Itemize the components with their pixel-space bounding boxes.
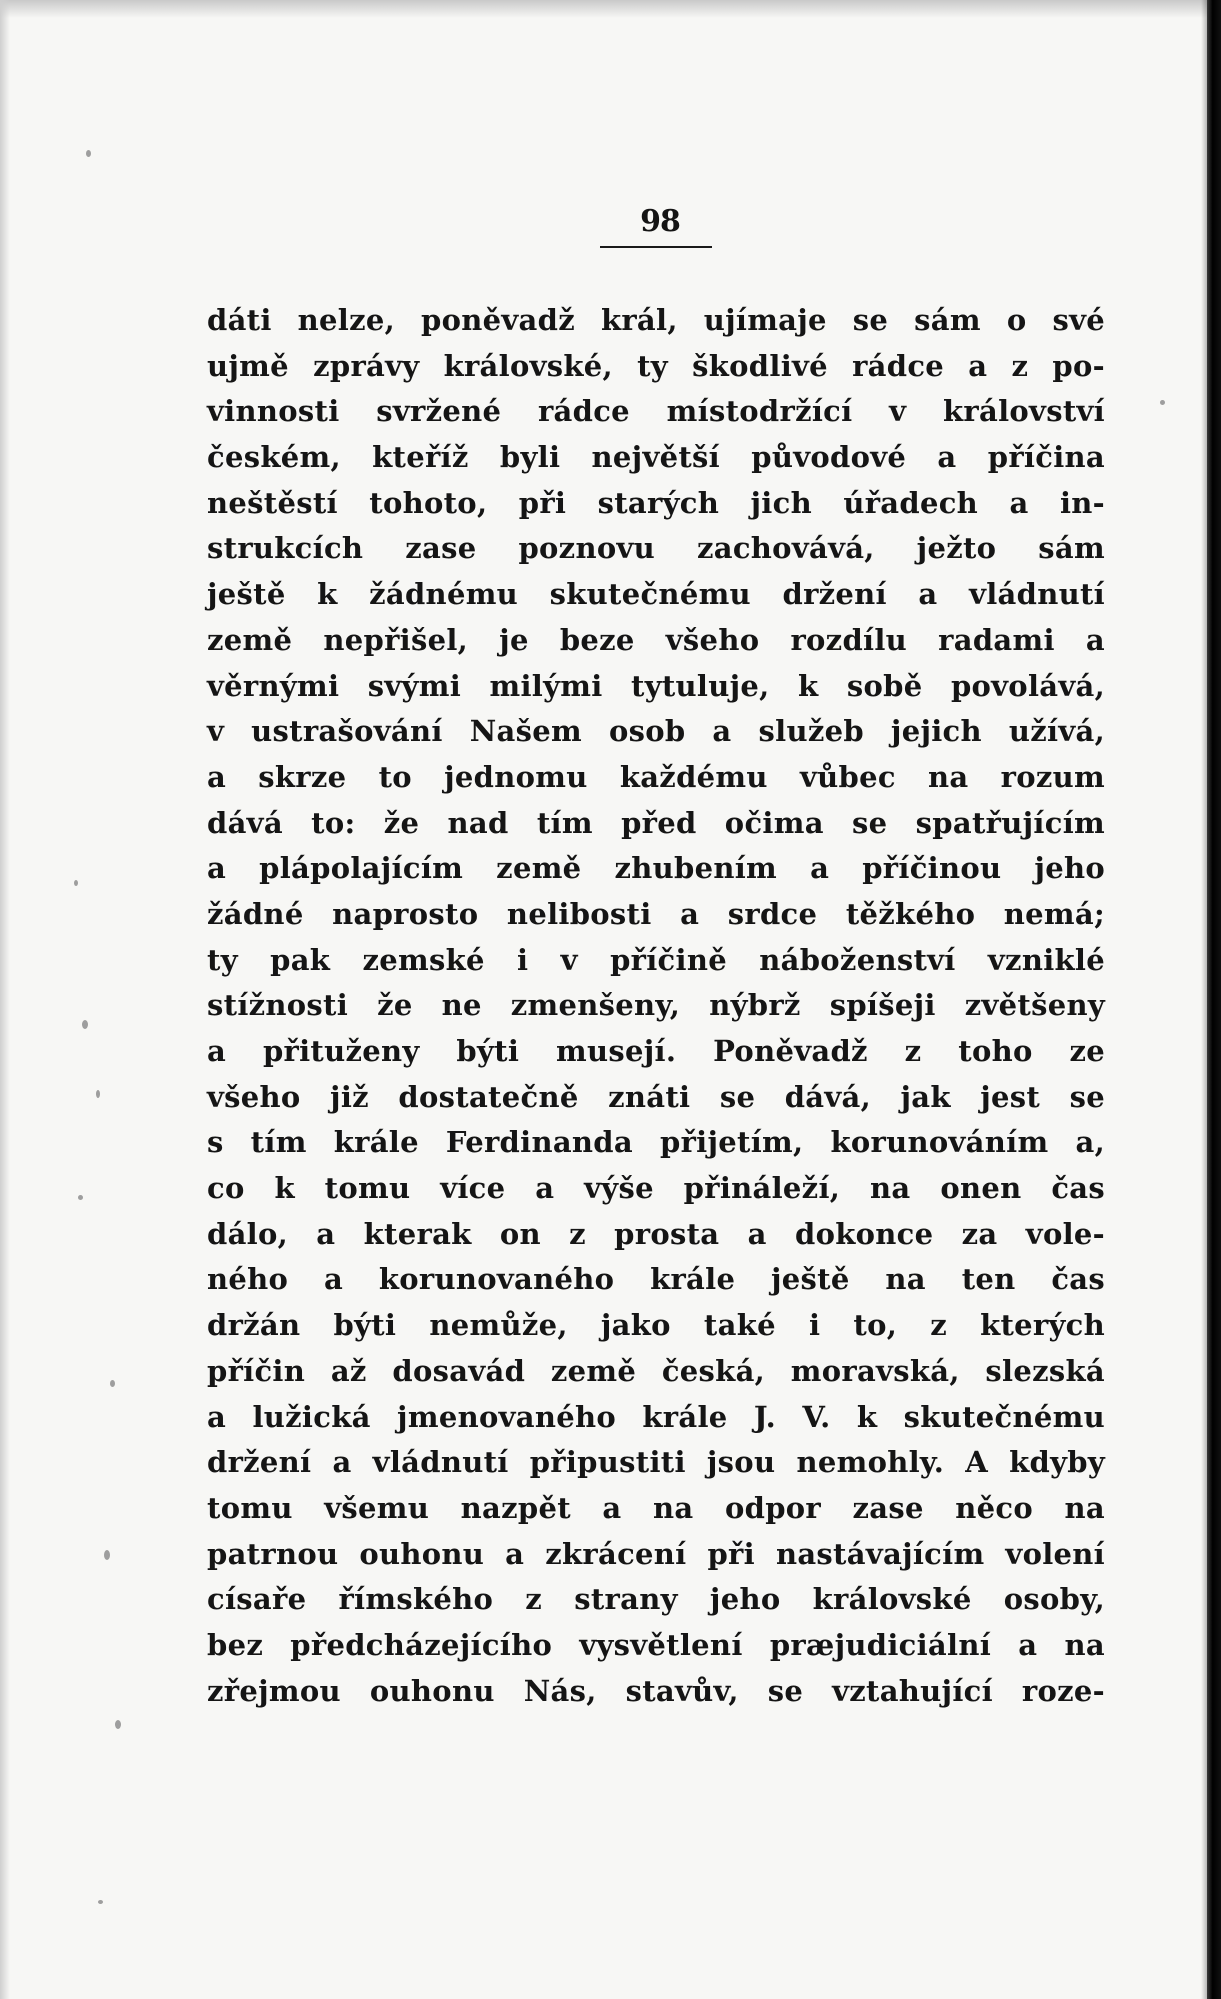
text-line: ještě k žádnému skutečnému držení a vládnutí — [207, 577, 1105, 612]
ink-speck — [96, 1090, 100, 1098]
text-line: a plápolajícím země zhubením a příčinou jeho — [207, 851, 1105, 886]
text-line: ného a korunovaného krále ještě na ten čas — [207, 1262, 1105, 1297]
text-line: dáti nelze, poněvadž král, ujímaje se sám o své — [207, 303, 1105, 337]
ink-speck — [78, 1195, 83, 1200]
text-line: císaře římského z strany jeho královské osoby, — [207, 1582, 1105, 1617]
text-line: a přituženy býti musejí. Poněvadž z toho ze — [207, 1034, 1105, 1068]
text-line: věrnými svými milými tytuluje, k sobě povolává, — [207, 668, 1105, 703]
page-left-shadow — [0, 0, 10, 1999]
text-line: žádné naprosto nelibosti a srdce těžkého nemá; — [207, 896, 1105, 931]
ink-speck — [104, 1550, 110, 1560]
ink-speck — [1160, 400, 1165, 405]
text-line: držení a vládnutí připustiti jsou nemohly. A kdyby — [207, 1445, 1105, 1480]
text-line: zřejmou ouhonu Nás, stavův, se vztahující roze- — [207, 1673, 1105, 1708]
body-text — [207, 298, 1105, 1714]
text-line: dálo, a kterak on z prosta a dokonce za vole- — [207, 1216, 1105, 1251]
text-line: a lužická jmenovaného krále J. V. k skutečnému — [207, 1399, 1105, 1434]
text-line: ujmě zprávy královské, ty škodlivé rádce a z po- — [207, 348, 1105, 383]
text-line: strukcích zase poznovu zachovává, ježto sám — [207, 531, 1105, 566]
text-line: s tím krále Ferdinanda přijetím, korunováním a, — [207, 1125, 1105, 1160]
text-line: neštěstí tohoto, při starých jich úřadech a in- — [207, 485, 1105, 520]
text-line: dává to: že nad tím před očima se spatřujícím — [207, 805, 1105, 840]
ink-speck — [98, 1900, 103, 1904]
text-line: patrnou ouhonu a zkrácení při nastávajícím volení — [207, 1536, 1105, 1571]
ink-speck — [82, 1020, 88, 1029]
text-line: všeho již dostatečně znáti se dává, jak jest se — [207, 1079, 1105, 1114]
page-number-underline — [600, 246, 712, 248]
ink-speck — [74, 880, 78, 886]
ink-speck — [115, 1720, 121, 1729]
text-line: v ustrašování Našem osob a služeb jejich užívá, — [207, 714, 1105, 749]
page-top-shadow — [0, 0, 1221, 18]
text-line: příčin až dosavád země česká, moravská, slezská — [207, 1353, 1105, 1388]
page-number: 98 — [640, 204, 680, 239]
text-line: držán býti nemůže, jako také i to, z kterých — [207, 1308, 1105, 1343]
text-line: tomu všemu nazpět a na odpor zase něco na — [207, 1490, 1105, 1525]
text-line: ty pak zemské i v příčině náboženství vzniklé — [207, 942, 1105, 977]
ink-speck — [110, 1380, 115, 1387]
text-line: země nepřišel, je beze všeho rozdílu radami a — [207, 622, 1105, 657]
text-line: stížnosti že ne zmenšeny, nýbrž spíšeji zvětšeny — [207, 988, 1105, 1023]
text-line: bez předcházejícího vysvětlení præjudiciální a na — [207, 1627, 1105, 1662]
text-line: českém, kteříž byli největší původové a příčina — [207, 440, 1105, 475]
text-line: a skrze to jednomu každému vůbec na rozum — [207, 759, 1105, 794]
ink-speck — [86, 150, 91, 157]
text-line: co k tomu více a výše přináleží, na onen čas — [207, 1171, 1105, 1206]
page-right-border — [1207, 0, 1221, 1999]
text-line: vinnosti svržené rádce místodržící v království — [207, 394, 1105, 429]
